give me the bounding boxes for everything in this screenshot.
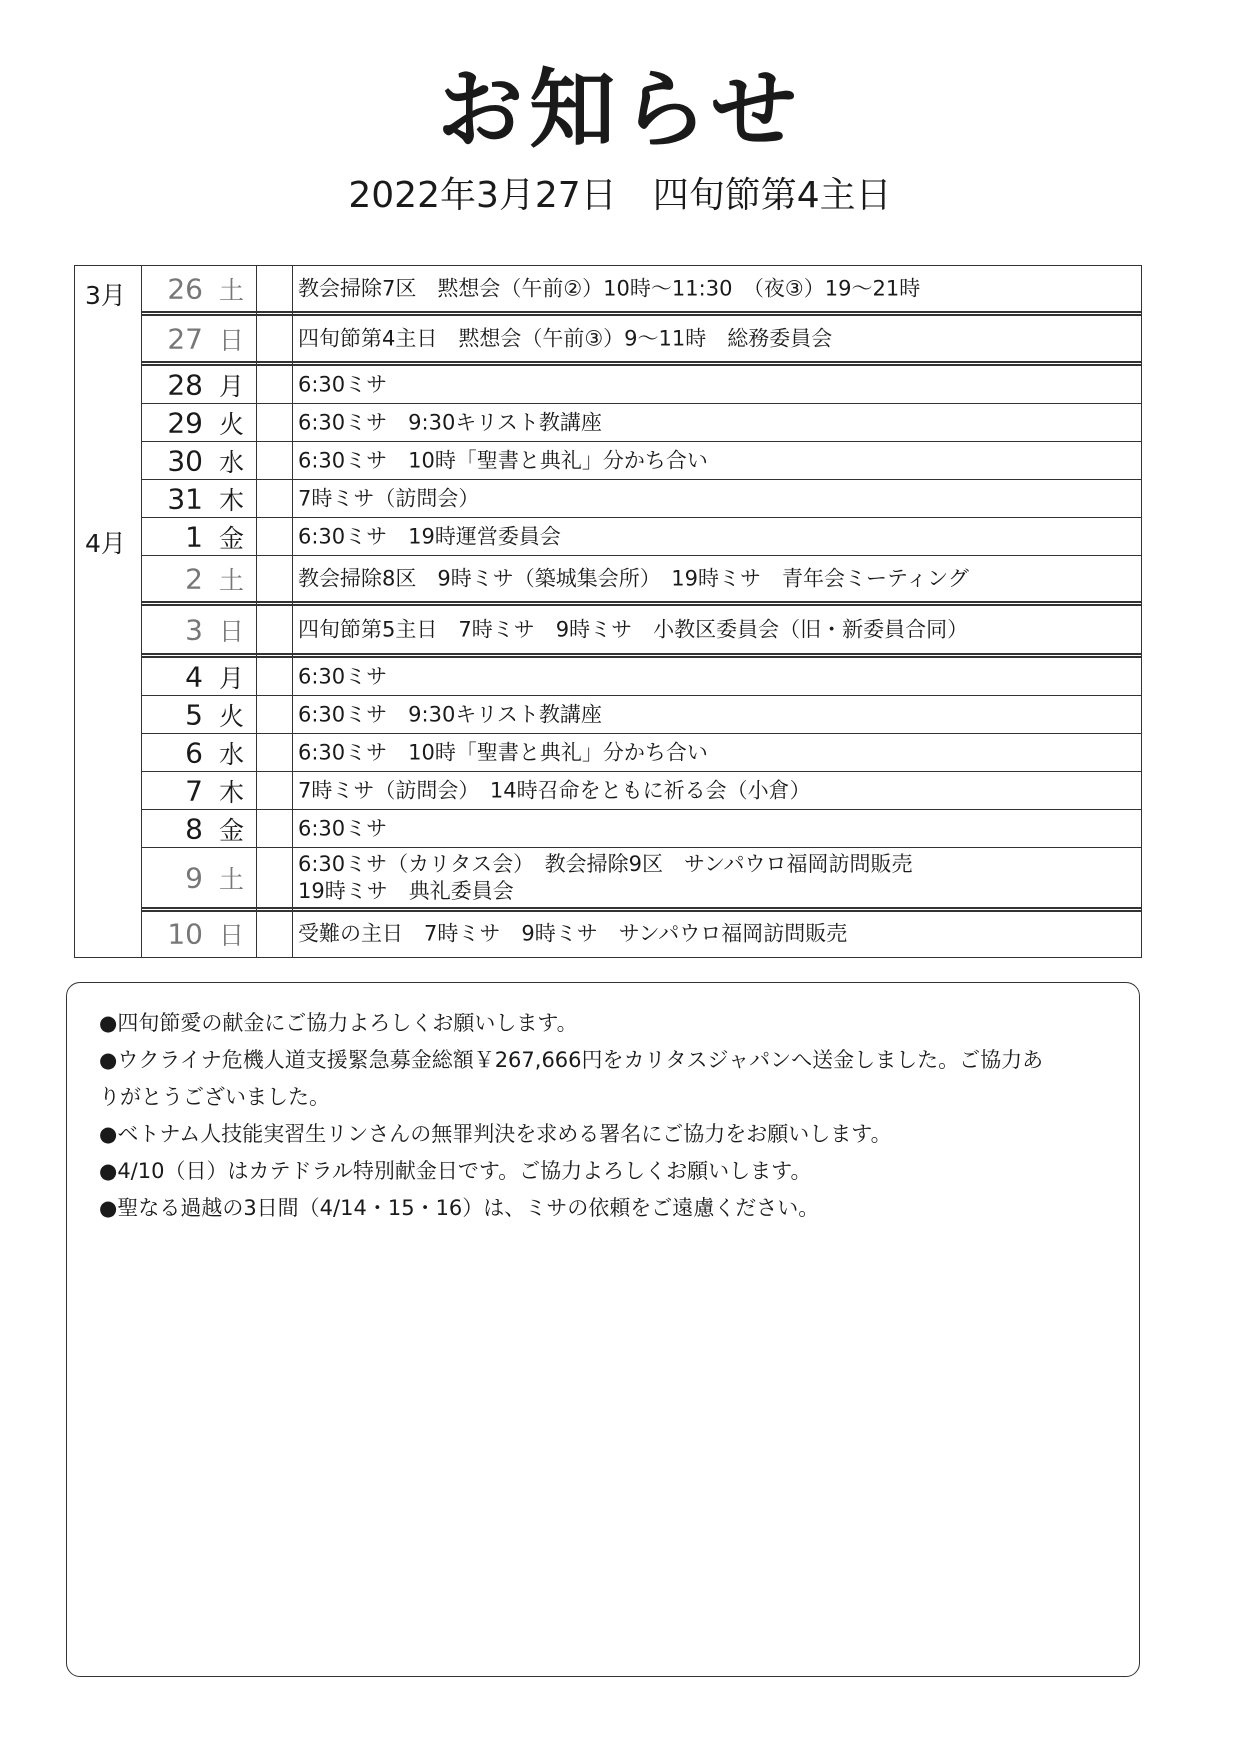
notice-item: ●四旬節愛の献金にご協力よろしくお願いします。 [99,1011,578,1035]
day-number: 3 [185,613,203,646]
table-row [141,810,1141,848]
day-number: 30 [167,444,203,477]
event-text: 6:30ミサ [298,372,388,396]
day-number: 5 [185,698,203,731]
weekday: 水 [218,447,244,477]
weekday: 火 [218,409,244,439]
table-row [141,848,1141,912]
weekday: 金 [218,815,244,845]
notice-item: ●聖なる過越の3日間（4/14・15・16）は、ミサの依頼をご遠慮ください。 [99,1196,820,1220]
event-text: 6:30ミサ 10時「聖書と典礼」分かち合い [298,740,708,764]
notice-item: りがとうございました。 [99,1085,330,1109]
event-text: 7時ミサ（訪問会） [298,486,480,510]
day-number: 28 [167,368,203,401]
event-text: 6:30ミサ 10時「聖書と典礼」分かち合い [298,448,708,472]
event-line: 6:30ミサ（カリタス会） 教会掃除9区 サンパウロ福岡訪問販売 [298,851,913,876]
notice-item: ●ウクライナ危機人道支援緊急募金総額￥267,666円をカリタスジャパンへ送金しました。ご協力あ [99,1048,1044,1072]
page-subtitle: 2022年3月27日 四旬節第4主日 [348,175,892,216]
event-text: 7時ミサ（訪問会） 14時召命をともに祈る会（小倉） [298,778,811,802]
day-number: 2 [185,562,203,595]
notice-item: ●ベトナム人技能実習生リンさんの無罪判決を求める署名にご協力をお願いします。 [99,1122,892,1146]
table-row [141,316,1141,366]
month-label-march: 3月 [85,281,126,310]
weekday: 火 [218,701,244,731]
table-row [141,266,1141,316]
table-row [141,696,1141,734]
notice-box [66,982,1140,1677]
event-line: 19時ミサ 典礼委員会 [298,878,514,903]
day-number: 26 [167,272,203,305]
day-number: 29 [167,406,203,439]
weekday: 土 [218,864,244,894]
day-number: 6 [185,736,203,769]
weekday: 日 [218,921,244,950]
event-text: 教会掃除7区 黙想会（午前②）10時～11:30 （夜③）19～21時 [298,276,921,300]
event-text: 教会掃除8区 9時ミサ（築城集会所） 19時ミサ 青年会ミーティング [298,566,969,590]
event-text: 6:30ミサ 19時運営委員会 [298,524,561,548]
page-title: お知らせ [437,60,803,160]
table-row [141,480,1141,518]
event-text [298,851,1131,905]
day-number: 4 [185,660,203,693]
table-row [141,912,1141,956]
day-number: 7 [185,774,203,807]
notice-item: ●4/10（日）はカテドラル特別献金日です。ご協力よろしくお願いします。 [99,1159,812,1183]
weekday: 日 [218,325,244,355]
table-row [141,772,1141,810]
weekday: 金 [218,523,244,553]
month-label-april: 4月 [85,529,126,558]
weekday: 月 [218,663,244,693]
day-number: 10 [167,917,203,951]
weekday: 水 [218,739,244,769]
table-row [141,404,1141,442]
table-row [141,606,1141,658]
event-text: 四旬節第5主日 7時ミサ 9時ミサ 小教区委員会（旧・新委員合同） [298,617,969,641]
table-row [141,658,1141,696]
weekday: 月 [218,371,244,401]
event-text: 四旬節第4主日 黙想会（午前③）9～11時 総務委員会 [298,326,833,350]
weekday: 土 [218,275,244,305]
event-text: 6:30ミサ [298,664,388,688]
weekday: 木 [218,777,244,807]
day-number: 27 [167,322,203,355]
table-row [141,734,1141,772]
table-row [141,556,1141,606]
day-number: 9 [185,861,203,894]
table-row [141,366,1141,404]
weekday: 木 [218,485,244,515]
table-row [141,518,1141,556]
event-text: 6:30ミサ 9:30キリスト教講座 [298,410,602,434]
event-text: 6:30ミサ 9:30キリスト教講座 [298,702,602,726]
day-number: 31 [167,482,203,515]
event-text: 受難の主日 7時ミサ 9時ミサ サンパウロ福岡訪問販売 [298,921,848,946]
day-number: 8 [185,812,203,845]
day-number: 1 [185,520,203,553]
schedule-table [74,265,1142,958]
weekday: 土 [218,565,244,595]
event-text: 6:30ミサ [298,816,388,840]
table-row [141,442,1141,480]
weekday: 日 [218,616,244,646]
